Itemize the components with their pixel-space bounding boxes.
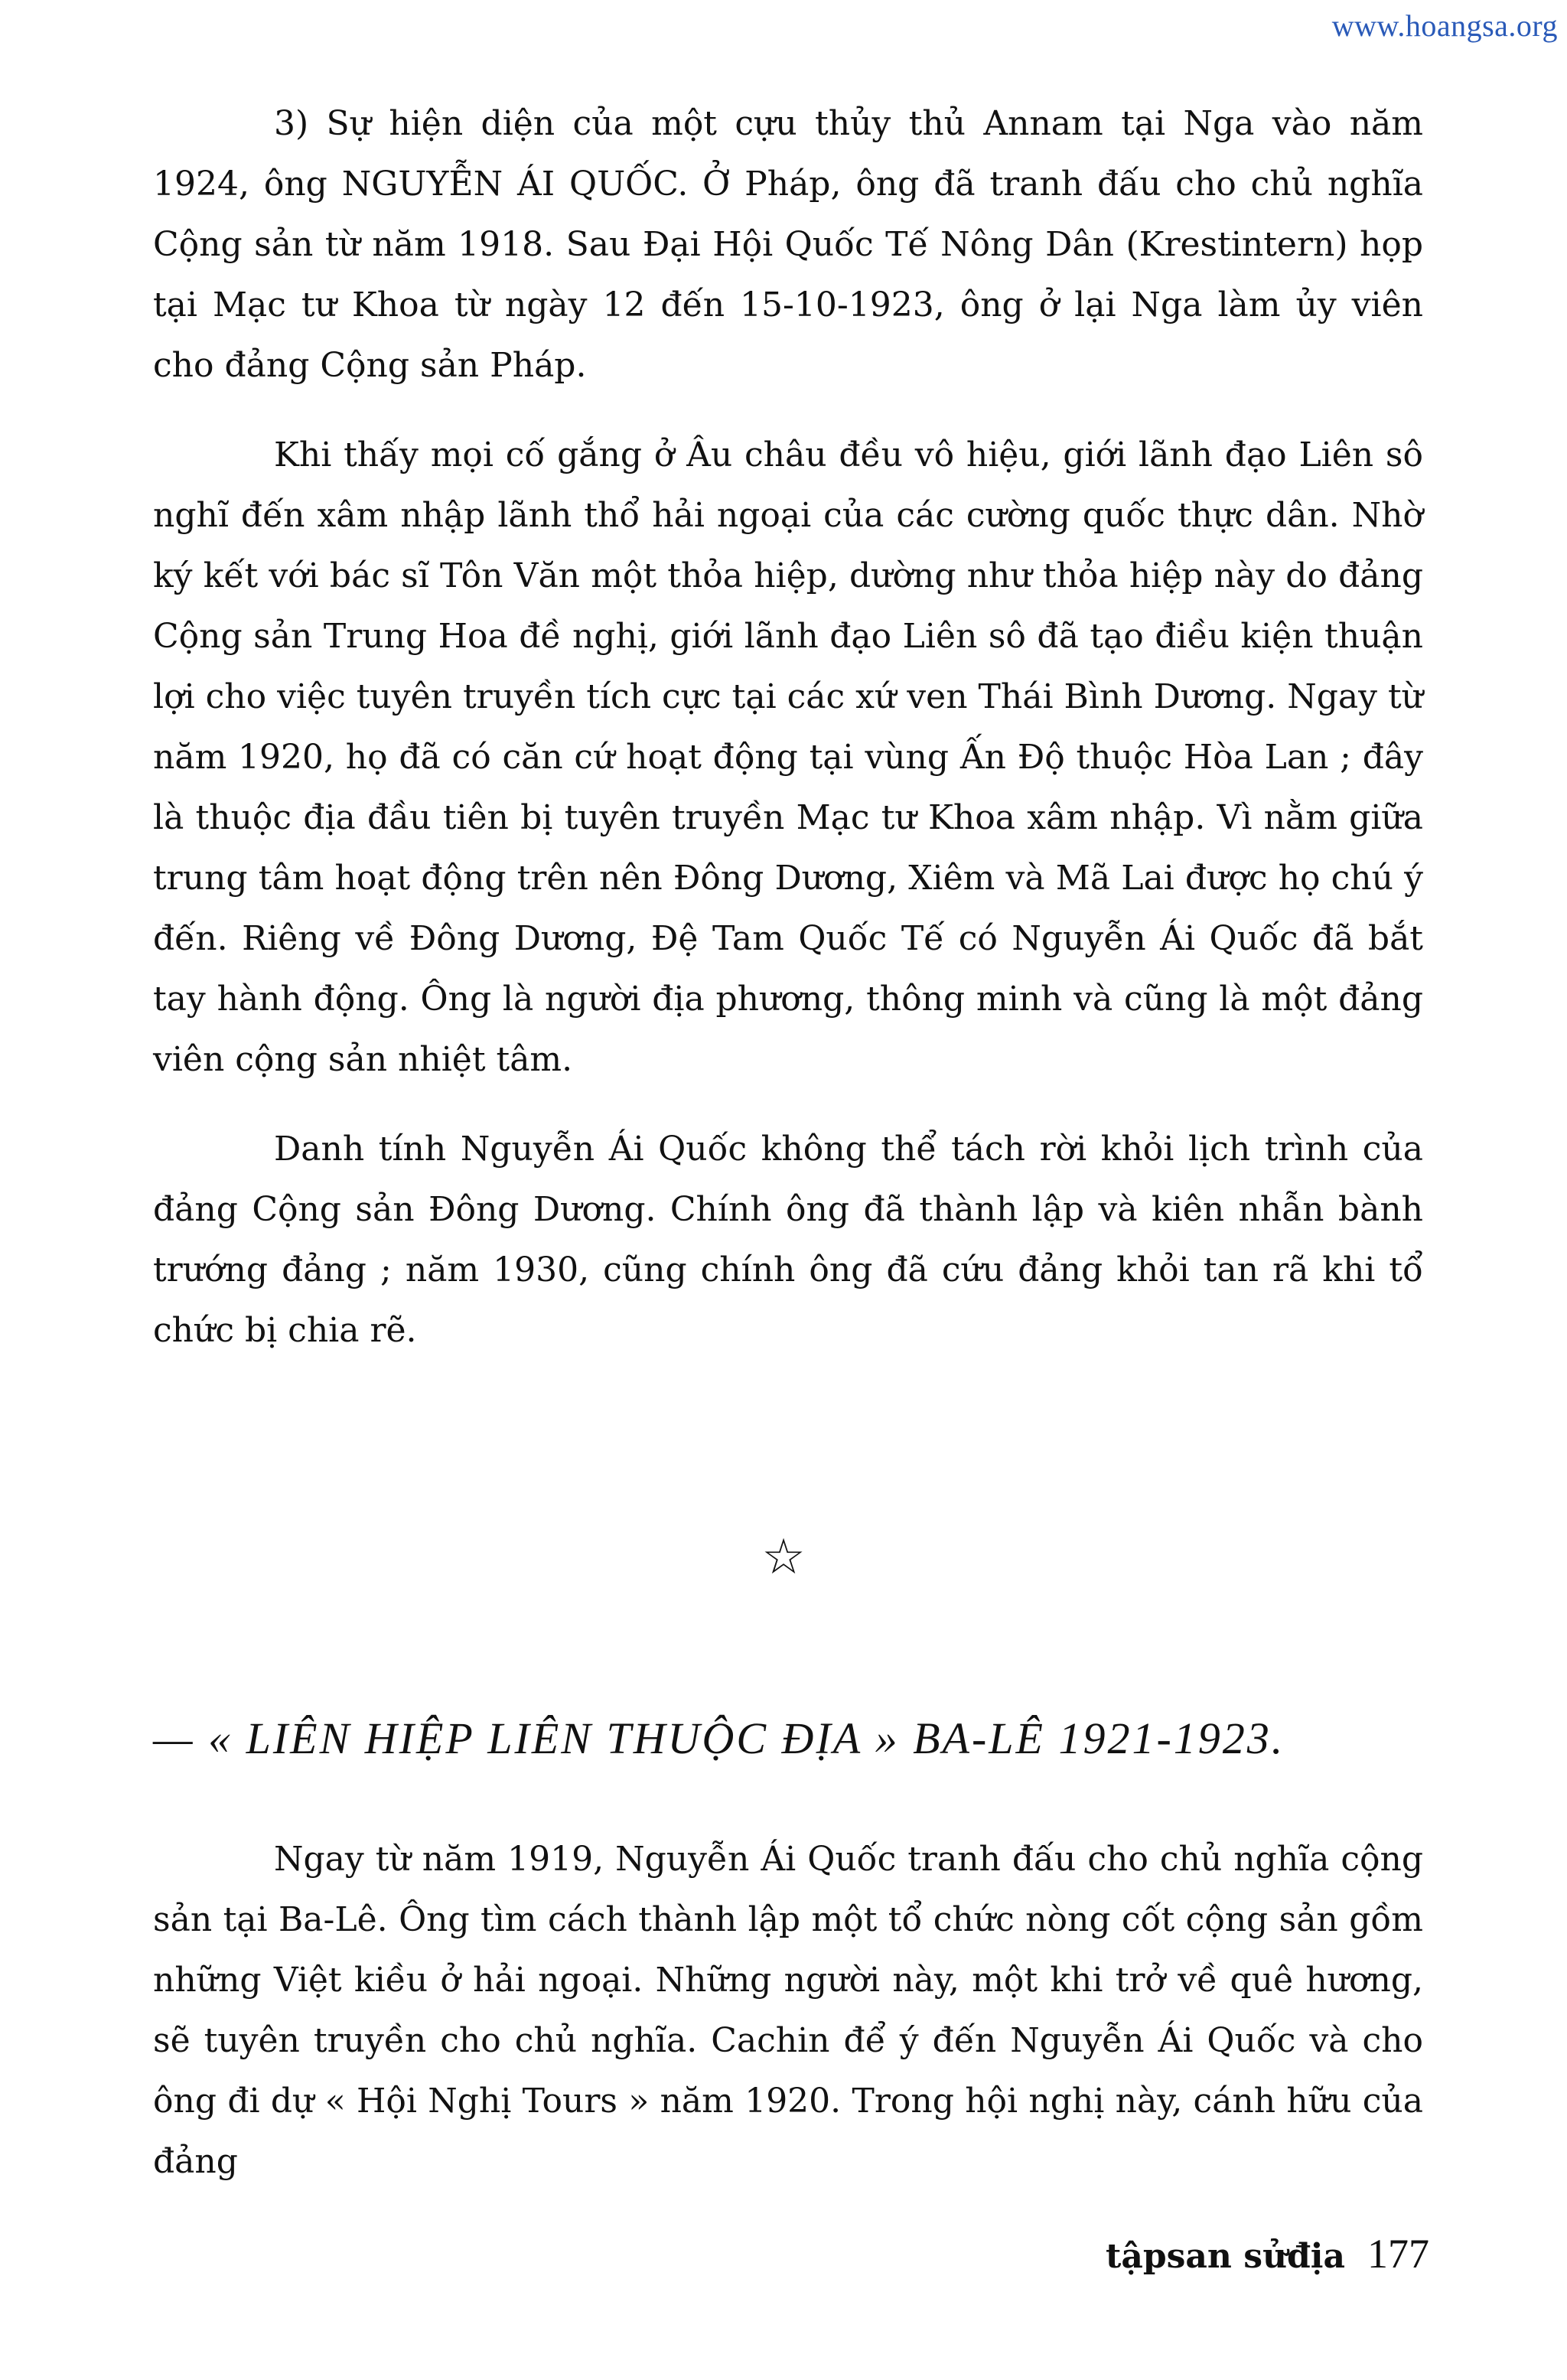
star-divider-icon: ☆ (761, 1529, 806, 1586)
section-heading: — « LIÊN HIỆP LIÊN THUỘC ĐỊA » BA-LÊ 1921-1923. (153, 1713, 1285, 1763)
bottom-text-section (153, 1829, 1423, 2192)
paragraph-paris-1919: Ngay từ năm 1919, Nguyễn Ái Quốc tranh đấu cho chủ nghĩa cộng sản tại Ba-Lê. Ông tìm cách thành lập một tổ chức nòng cốt cộng sản gồm những Việt kiều ở hải ngoại. Những người này, một khi trở về quê hương, sẽ tuyên truyền cho chủ nghĩa. Cachin để ý đến Nguyễn Ái Quốc và cho ông đi dự « Hội Nghị Tours » năm 1920. Trong hội nghị này, cánh hữu của đảng (153, 1840, 1423, 2181)
page-number: 177 (1367, 2231, 1429, 2277)
watermark-url: www.hoangsa.org (1331, 8, 1558, 43)
paragraph-indochina-party: Danh tính Nguyễn Ái Quốc không thể tách rời khỏi lịch trình của đảng Cộng sản Đông Dương. Chính ông đã thành lập và kiên nhẫn bành trướng đảng ; năm 1930, cũng chính ông đã cứu đảng khỏi tan rã khi tổ chức bị chia rẽ. (153, 1130, 1423, 1350)
journal-name: tậpsan sửđịa (1106, 2237, 1345, 2276)
paragraph-nguyen-ai-quoc-presence: 3) Sự hiện diện của một cựu thủy thủ Annam tại Nga vào năm 1924, ông NGUYỄN ÁI QUỐC. Ở Pháp, ông đã tranh đấu cho chủ nghĩa Cộng sản từ năm 1918. Sau Đại Hội Quốc Tế Nông Dân (Krestintern) họp tại Mạc tư Khoa từ ngày 12 đến 15-10-1923, ông ở lại Nga làm ủy viên cho đảng Cộng sản Pháp. (153, 104, 1423, 385)
page-footer (1106, 2227, 1429, 2284)
top-text-section (153, 93, 1423, 1361)
paragraph-soviet-infiltration: Khi thấy mọi cố gắng ở Âu châu đều vô hiệu, giới lãnh đạo Liên sô nghĩ đến xâm nhập lãnh thổ hải ngoại của các cường quốc thực dân. Nhờ ký kết với bác sĩ Tôn Văn một thỏa hiệp, dường như thỏa hiệp này do đảng Cộng sản Trung Hoa đề nghị, giới lãnh đạo Liên sô đã tạo điều kiện thuận lợi cho việc tuyên truyền tích cực tại các xứ ven Thái Bình Dương. Ngay từ năm 1920, họ đã có căn cứ hoạt động tại vùng Ấn Độ thuộc Hòa Lan ; đây là thuộc địa đầu tiên bị tuyên truyền Mạc tư Khoa xâm nhập. Vì nằm giữa trung tâm hoạt động trên nên Đông Dương, Xiêm và Mã Lai được họ chú ý đến. Riêng về Đông Dương, Đệ Tam Quốc Tế có Nguyễn Ái Quốc đã bắt tay hành động. Ông là người địa phương, thông minh và cũng là một đảng viên cộng sản nhiệt tâm. (153, 435, 1423, 1079)
